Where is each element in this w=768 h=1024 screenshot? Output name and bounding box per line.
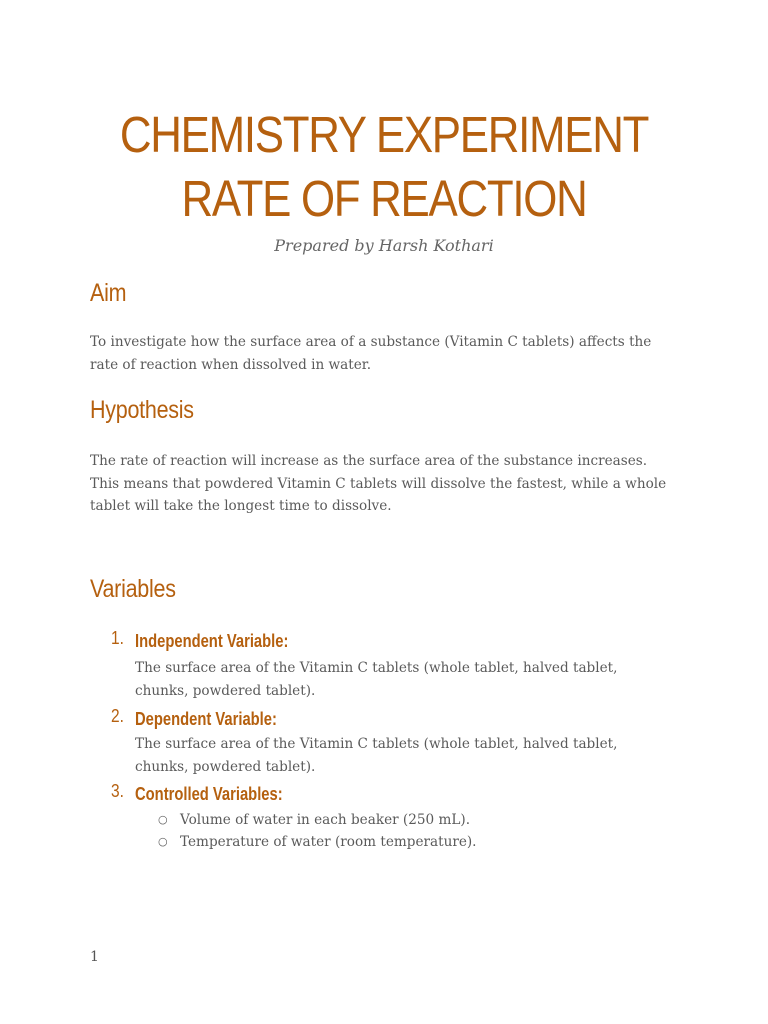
document-title: CHEMISTRY EXPERIMENT RATE OF REACTION <box>119 106 649 227</box>
section-heading-hypothesis: Hypothesis <box>90 396 194 424</box>
sub-list-item <box>158 809 690 831</box>
variables-list <box>90 628 690 853</box>
aim-paragraph: To investigate how the surface area of a substance (Vitamin C tablets) affects the rate of reaction when dissolved in water. <box>90 334 652 373</box>
sub-list-item-text: Volume of water in each beaker (250 mL). <box>180 812 471 829</box>
section-heading-variables: Variables <box>90 575 176 603</box>
list-item-number: 1. <box>111 628 124 648</box>
hypothesis-paragraph: The rate of reaction will increase as the surface area of the substance increases. This means that powdered Vitamin C tablets will dissolve the fastest, while a whole tablet will take the longest time to dissolve. <box>90 453 667 515</box>
list-item-label: Controlled Variables: <box>135 784 283 805</box>
list-item-label: Independent Variable: <box>135 631 289 651</box>
list-item-description: The surface area of the Vitamin C tablets (whole tablet, halved tablet, chunks, powdered tablet). <box>135 660 618 699</box>
list-item-number: 2. <box>111 706 124 727</box>
circle-bullet-icon: ○ <box>158 813 168 827</box>
circle-bullet-icon: ○ <box>158 835 168 849</box>
page-number: 1 <box>90 949 99 965</box>
list-item <box>90 781 690 853</box>
sub-list-item <box>158 831 690 853</box>
list-item <box>90 628 690 702</box>
sub-list-item-text: Temperature of water (room temperature). <box>180 834 477 851</box>
list-item <box>90 706 690 778</box>
list-item-number: 3. <box>111 781 124 802</box>
section-heading-aim: Aim <box>90 279 127 307</box>
list-item-label: Dependent Variable: <box>135 709 277 730</box>
controlled-variables-sublist <box>90 809 690 853</box>
list-item-description: The surface area of the Vitamin C tablets (whole tablet, halved tablet, chunks, powdered tablet). <box>135 736 618 775</box>
document-subtitle: Prepared by Harsh Kothari <box>274 236 494 255</box>
